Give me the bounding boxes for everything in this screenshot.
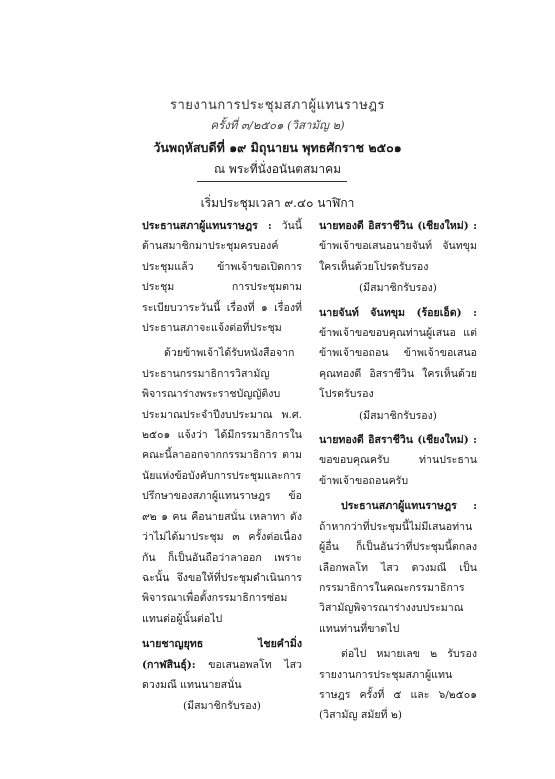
paragraph [142, 343, 302, 629]
paragraph-text: วันนี้ ด้านสมาชิกมาประชุมครบองค์ประชุมแล้ว ข้าพเจ้าขอเปิดการประชุม การประชุมตามระเบียบวาระวันนี้ เรื่องที่ ๑ เรื่องที่ประธานสภาจะแจ้งต่อที่ประชุม [142, 220, 302, 335]
document-title: รายงานการประชุมสภาผู้แทนราษฎร [169, 98, 385, 113]
header-divider [197, 181, 347, 182]
speaker-name: นายจันท์ จันทขุม (ร้อยเอ็ด) : [319, 306, 477, 319]
paragraph [319, 430, 477, 491]
meeting-date: วันพฤหัสบดีที่ ๑๙ มิถุนายน พุทธศักราช ๒๕๐๑ [153, 140, 402, 155]
session-label: ครั้งที่ ๓/๒๕๐๑ (วิสามัญ ๒) [210, 118, 345, 132]
paragraph [319, 303, 477, 426]
speaker-name: นายทองดี อิสราชีวิน (เชียงใหม่) : [319, 434, 477, 447]
start-time: เริ่มประชุมเวลา ๙.๔๐ นาฬิกา [200, 196, 355, 210]
paragraph-text: ถ้าหากว่าที่ประชุมนี้ไม่มีเสนอท่านผู้อื่น ก็เป็นอันว่าที่ประชุมนี้ตกลงเลือกพลโท ไสว ดวงมณี เป็นกรรมาธิการในคณะกรรมาธิการวิสามัญพิจารณาร่างงบประมาณแทนท่านที่ขาดไป [319, 520, 477, 635]
paragraph-text: ต่อไป หมายเลข ๒ รับรองรายงานการประชุมสภาผู้แทนราษฎร ครั้งที่ ๕ และ ๖/๒๕๐๑ (วิสามัญ สมัยที่ ๒) [319, 648, 477, 722]
endorsement-note: (มีสมาชิกรับรอง) [183, 700, 261, 713]
paragraph-text: ด้วยข้าพเจ้าได้รับหนังสือจากประธานกรรมาธิการวิสามัญพิจารณาร่างพระราชบัญญัติงบประมาณประจำปีงบประมาณ พ.ศ. ๒๕๐๑ แจ้งว่า ได้มีกรรมาธิการในคณะนี้ลาออกจากกรรมาธิการ ตามนัยแห่งข้อบังคับการประชุมและการปรึกษาของสภาผู้แทนราษฎร ข้อ ๙๒ ๑ คน คือนายสนั่น เหลาทา ดังว่าไม่ได้มาประชุม ๓ ครั้งต่อเนื่องกัน ก็เป็นอันถือว่าลาออก เพราะฉะนั้น จึงขอให้ที่ประชุมดำเนินการพิจารณาเพื่อตั้งกรรมาธิการซ่อมแทนต่อผู้นั้นต่อไป [142, 347, 302, 625]
paragraph-text: ขอขอบคุณครับ ท่านประธาน ข้าพเจ้าขอถอนครับ [319, 454, 477, 487]
paragraph [319, 644, 477, 726]
paragraph-text: ข้าพเจ้าขอขอบคุณท่านผู้เสนอ แต่ข้าพเจ้าขอถอน ข้าพเจ้าขอเสนอคุณทองดี อิสราชีวิน ใครเห็นด้วยโปรดรับรอง [319, 327, 477, 401]
speaker-name: ประธานสภาผู้แทนราษฎร : [142, 220, 272, 232]
right-column [319, 216, 477, 728]
speaker-name: ประธานสภาผู้แทนราษฎร : [341, 500, 477, 513]
paragraph [142, 634, 302, 717]
meeting-place: ณ พระที่นั่งอนันตสมาคม [213, 162, 342, 176]
speaker-name: นายทองดี อิสราชีวิน (เชียงใหม่) : [319, 220, 477, 232]
paragraph-text: ขอเสนอพลโท ไสว ดวงมณี แทนนายสนั่น [142, 658, 302, 691]
left-column [142, 216, 302, 721]
endorsement-note: (มีสมาชิกรับรอง) [359, 409, 437, 422]
speaker-name: นายชาญยุทธ ไชยคำมิ่ง (กาฬสินธุ์): [142, 638, 302, 671]
paragraph [142, 216, 302, 338]
paragraph-text: ข้าพเจ้าขอเสนอนายจันท์ จันทขุม ใครเห็นด้วยโปรดรับรอง [319, 240, 477, 273]
paragraph [319, 216, 477, 299]
paragraph [319, 496, 477, 639]
endorsement-note: (มีสมาชิกรับรอง) [359, 282, 437, 295]
